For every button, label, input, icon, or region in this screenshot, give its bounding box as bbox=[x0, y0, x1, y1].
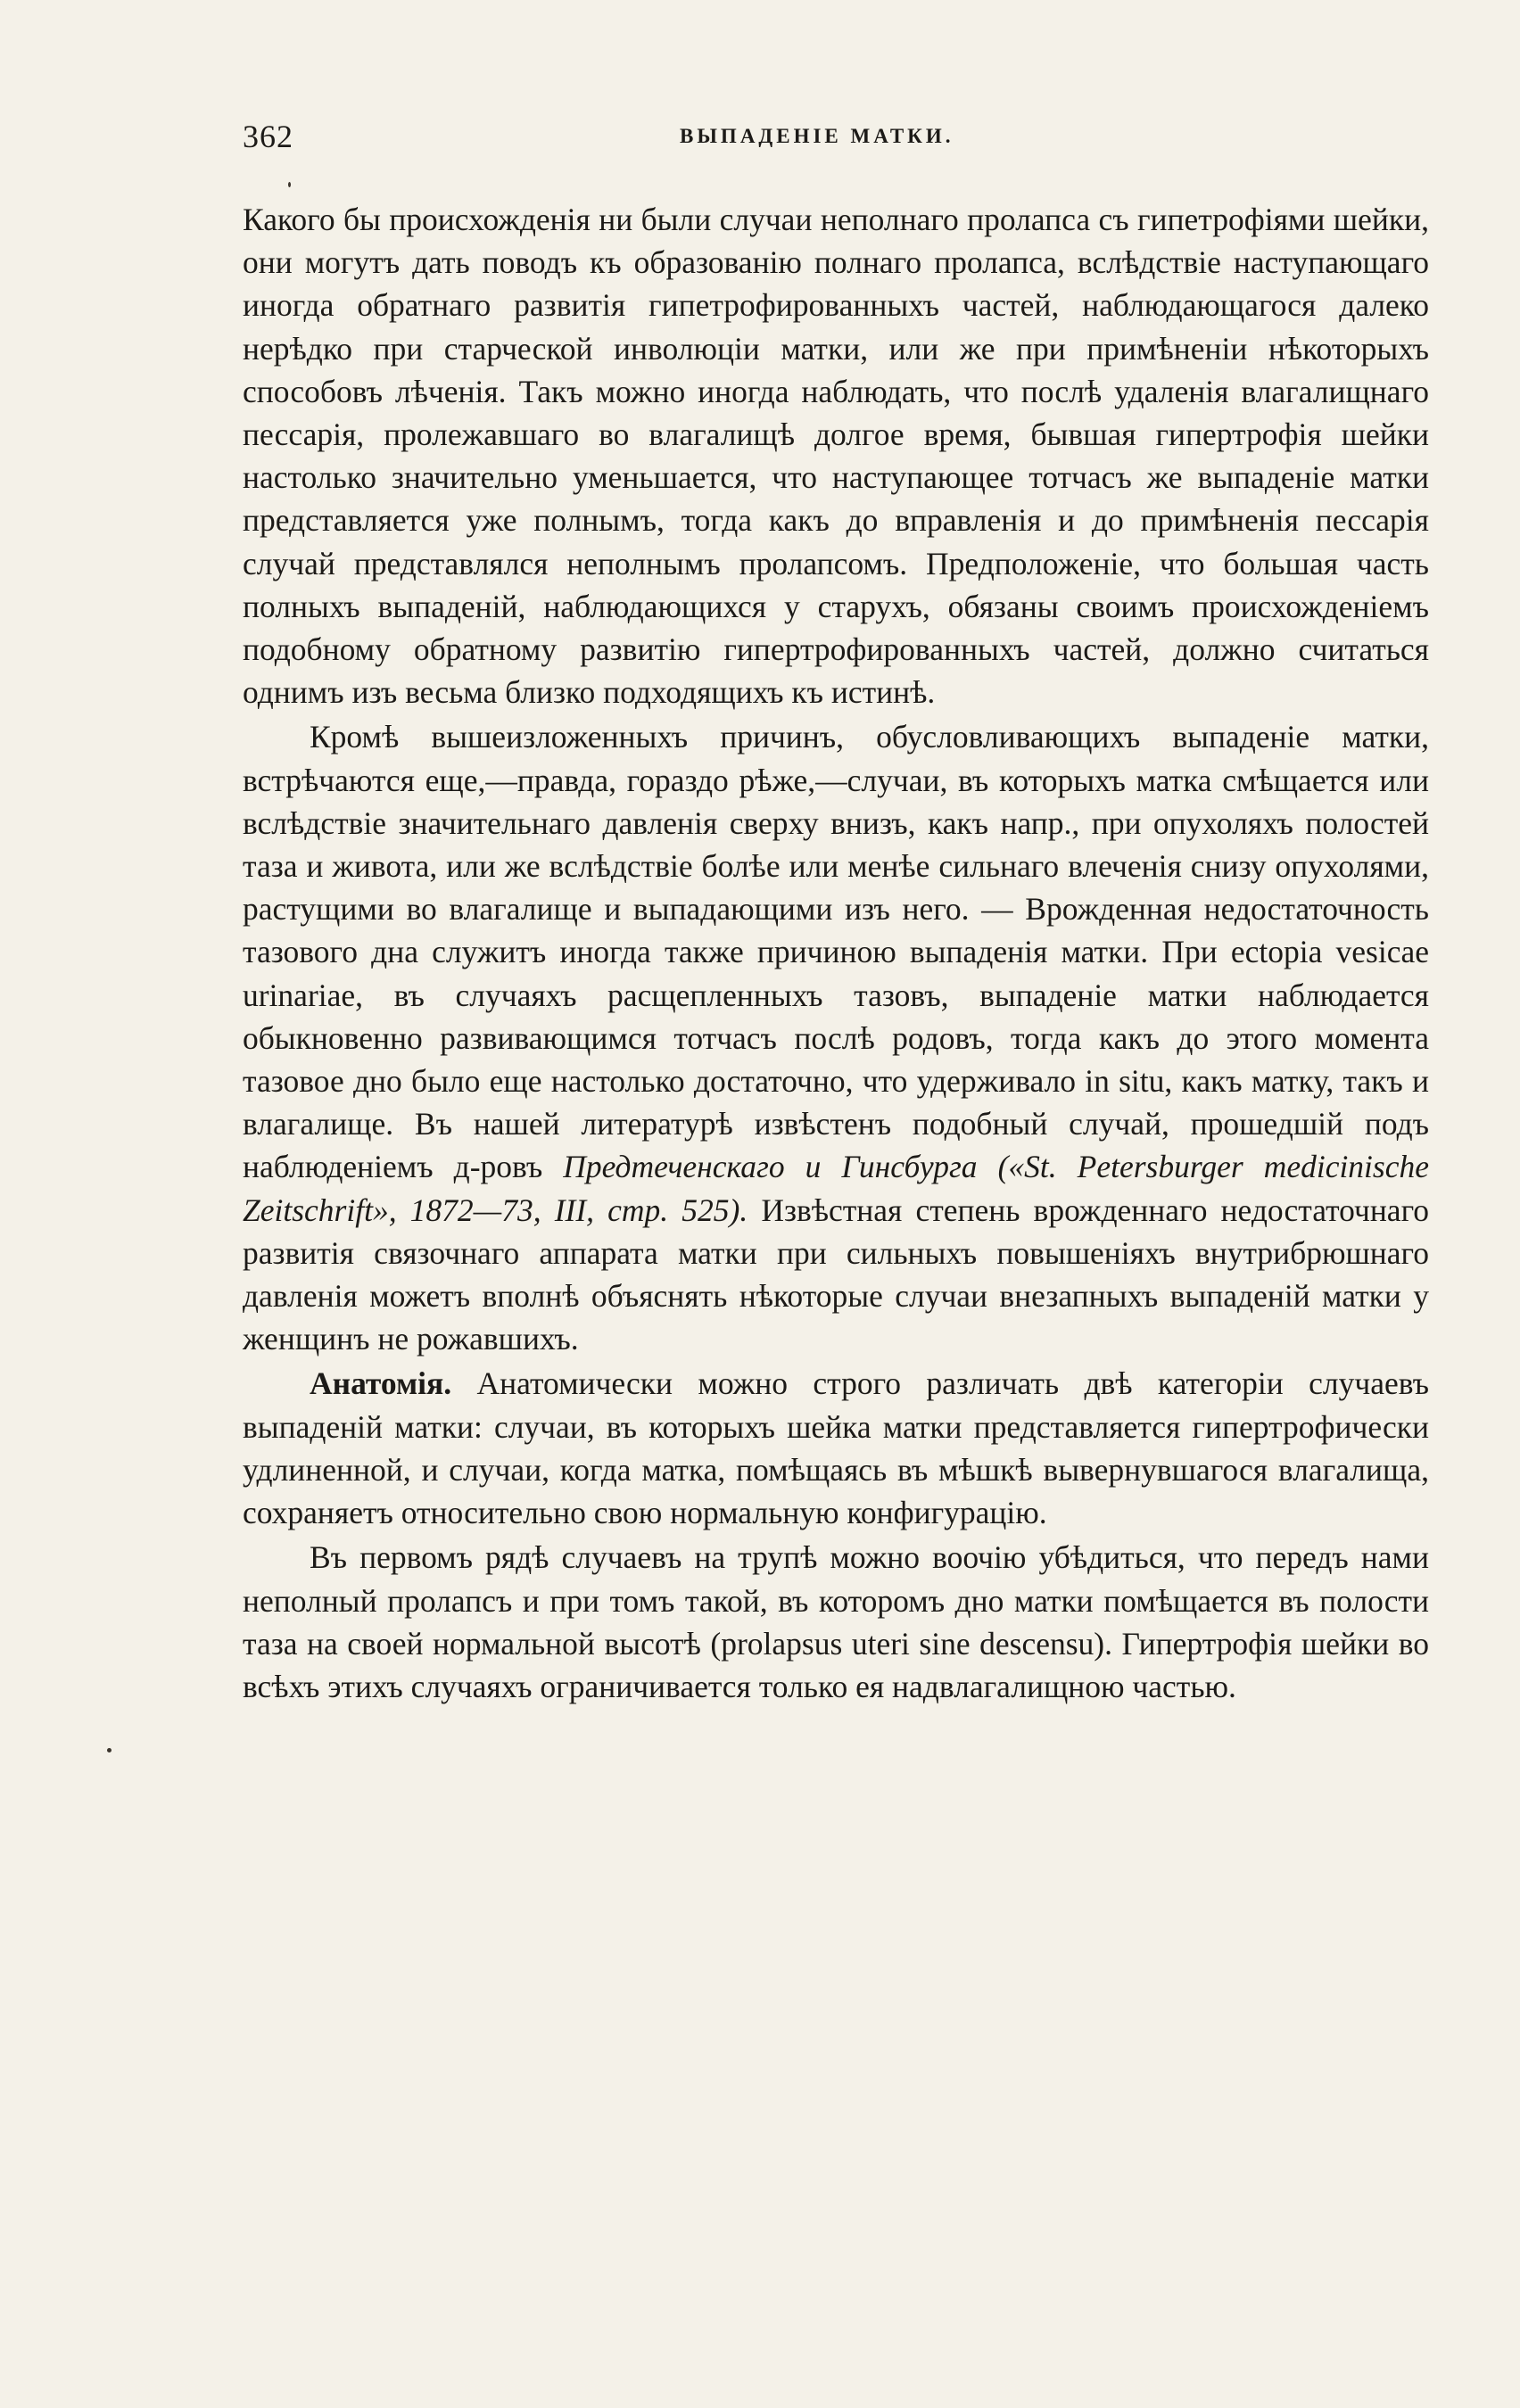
paragraph-3 bbox=[243, 1362, 1429, 1534]
paragraph-1 bbox=[243, 198, 1429, 713]
page-number: 362 bbox=[243, 119, 293, 154]
ink-speck bbox=[107, 1748, 112, 1752]
paragraph-1-text: Какого бы происхожденія ни были случаи неполнаго пролапса съ гипетрофіями шейки, они могутъ дать поводъ къ образованію полнаго пролапса, вслѣдствіе наступающаго иногда обратнаго развитія гипетрофированныхъ частей, наблюдающагося далеко нерѣдко при старческой инволюціи матки, или же при примѣненіи нѣкоторыхъ способовъ лѣченія. Такъ можно иногда наблюдать, что послѣ удаленія влагалищнаго пессарія, пролежавшаго во влагалищѣ долгое время, бывшая гипертрофія шейки настолько значительно уменьшается, что наступающее тотчасъ же выпаденіе матки представляется уже полнымъ, тогда какъ до вправленія и до примѣненія пессарія случай представлялся неполнымъ пролапсомъ. Предположеніе, что большая часть полныхъ выпаденій, наблюдающихся у старухъ, обязаны своимъ происхожденіемъ подобному обратному развитію гипертрофированныхъ частей, должно считаться однимъ изъ весьма близко подходящихъ къ истинѣ. bbox=[243, 202, 1429, 711]
paragraph-4-text: Въ первомъ рядѣ случаевъ на трупѣ можно воочію убѣдиться, что передъ нами неполный пролапсъ и при томъ такой, въ которомъ дно матки помѣщается въ полости таза на своей нормальной высотѣ (prolapsus uteri sine descensu). Гипертрофія шейки во всѣхъ этихъ случаяхъ ограничивается только ея надвлагалищною частью. bbox=[243, 1539, 1429, 1704]
paragraph-3-text: Анатомически можно строго различать двѣ категоріи случаевъ выпаденій матки: случаи, въ которыхъ шейка матки представляется гипертрофически удлиненной, и случаи, когда матка, помѣщаясь въ мѣшкѣ вывернувшагося влагалища, сохраняетъ относительно свою нормальную конфигурацію. bbox=[243, 1365, 1429, 1531]
paragraph-4 bbox=[243, 1536, 1429, 1708]
body-text bbox=[243, 198, 1429, 1708]
ink-speck bbox=[288, 182, 291, 187]
running-title: ВЫПАДЕНІЕ МАТКИ. bbox=[680, 125, 954, 147]
paragraph-2-text-after: Извѣстная степень врожденнаго недостаточнаго развитія связочнаго аппарата матки при сильныхъ повышеніяхъ внутрибрюшнаго давленія можетъ вполнѣ объяснять нѣкоторые случаи внезапныхъ выпаденій матки у женщинъ не рожавшихъ. bbox=[243, 1192, 1429, 1357]
citation: Предтеченскаго и Гинсбурга («St. Petersburger medicinische Zeitschrift», 1872—73, III, стр. 525). bbox=[243, 1149, 1430, 1228]
paragraph-2 bbox=[243, 715, 1429, 1360]
paragraph-2-text-before: Кромѣ вышеизложенныхъ причинъ, обусловливающихъ выпаденіе матки, встрѣчаются еще,—правда, гораздо рѣже,—случаи, въ которыхъ матка смѣщается или вслѣдствіе значительнаго давленія сверху внизъ, какъ напр., при опухоляхъ полостей таза и живота, или же вслѣдствіе болѣе или менѣе сильнаго влеченія снизу опухолями, растущими во влагалище и выпадающими изъ него. — Врожденная недостаточность тазового дна служитъ иногда также причиною выпаденія матки. При ectopia vesicae urinariae, въ случаяхъ расщепленныхъ тазовъ, выпаденіе матки наблюдается обыкновенно развивающимся тотчасъ послѣ родовъ, тогда какъ до этого момента тазовое дно было еще настолько достаточно, что удерживало in situ, какъ матку, такъ и влагалище. Въ нашей литературѣ извѣстенъ подобный случай, прошедшій подъ наблюденіемъ д-ровъ bbox=[243, 719, 1429, 1185]
section-heading: Анатомія. bbox=[310, 1365, 452, 1402]
running-head bbox=[243, 118, 1429, 153]
